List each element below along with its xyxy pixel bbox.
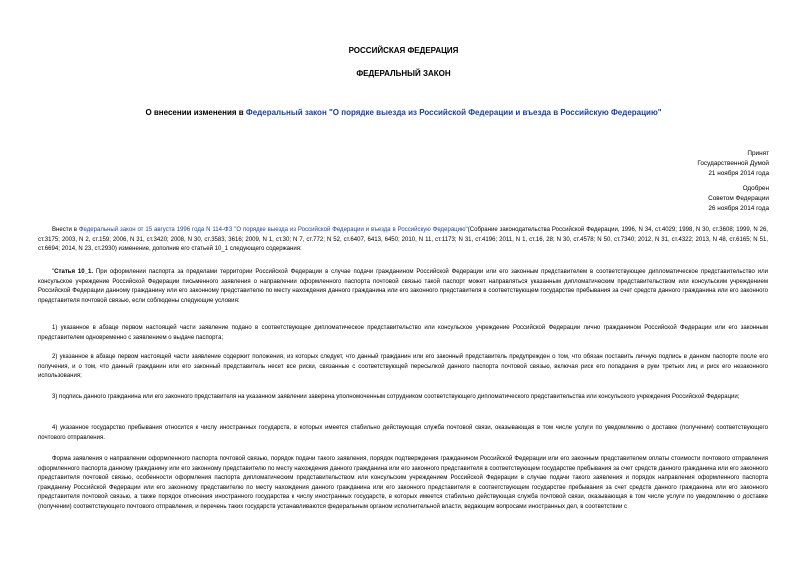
article-label: Статья 10_1. xyxy=(54,269,94,275)
country-heading: РОССИЙСКАЯ ФЕДЕРАЦИЯ xyxy=(348,46,459,55)
law-title xyxy=(0,108,807,117)
intro-prefix: Внести в xyxy=(52,227,79,233)
law-title-prefix: О внесении изменения в xyxy=(145,108,246,117)
intro-rest: (Собрание законодательства Российской Федерации, 1996, N 34, ст.4029; 1998, N 30, ст.3608; 1999, N 26, ст.3175; 2003, N 2, ст.159; 2006, N 31, ст.3420; 2008, N 30, ст.3583, 3616; 2009, N 1, ст.30; N 7, ст.772; N 52, ст.6407, 6413, 6450; 2010, N 11, ст.1173; N 31, ст.4196; 2011, N 1, ст.16, 28; N 30, ст.4578; N 50, ст.7340; 2012, N 31, ст.4322; 2013, N 48, ст.6165; N 51, ст.6694; 2014, N 23, ст.2930) изменение, дополнив его статьей 10_1 следующего содержания: xyxy=(38,227,768,253)
condition-item-2: 2) указанное в абзаце первом настоящей части заявление содержит положения, из которых следует, что данный гражданин или его законный представитель предупрежден о том, что обязан поставить личную подпись в данном паспорте после его получения, и о том, что данный гражданин или его законный представитель несет все риски, связанные с соответствующей пересылкой данного паспорта почтовой связью, включая риск его попадания в руки третьих лиц и риск его незаконного использования; xyxy=(38,354,768,380)
adopted-body: Государственной Думой xyxy=(697,160,769,167)
approved-date: 26 ноября 2014 года xyxy=(708,205,769,212)
council-approval-block xyxy=(708,184,769,214)
article-paragraph xyxy=(38,268,768,306)
duma-adoption-block xyxy=(697,149,769,179)
adopted-date: 21 ноября 2014 года xyxy=(708,170,769,177)
condition-item-4: 4) указанное государство пребывания относится к числу иностранных государств, в которых имеется стабильно действующая служба почтовой связи, оказывающая в том числе услуги по уведомлению о доставке (получении) соответствующего почтового отправления. xyxy=(38,425,768,441)
intro-paragraph xyxy=(38,226,768,255)
law-type-heading: ФЕДЕРАЛЬНЫЙ ЗАКОН xyxy=(356,69,451,78)
amended-law-link[interactable]: Федеральный закон "О порядке выезда из Российской Федерации и въезда в Российскую Федерацию" xyxy=(245,108,662,117)
article-quote: " xyxy=(52,269,55,275)
adopted-label: Принят xyxy=(747,150,769,157)
base-law-link[interactable]: Федеральный закон от 15 августа 1996 года N 114-ФЗ "О порядке выезда из Российской Федерации и въезда в Российскую Федерацию" xyxy=(78,227,468,233)
condition-item-1: 1) указанное в абзаце первом настоящей части заявление подано в соответствующее дипломатическое представительство или консульское учреждение Российской Федерации лично гражданином Российской Федерации или его законным представителем одновременно с заявлением о выдаче паспорта; xyxy=(38,325,768,341)
condition-item-3: 3) подпись данного гражданина или его законного представителя на указанном заявлении заверена уполномоченным сотрудником соответствующего дипломатического представительства или консульского учреждения Российской Федерации; xyxy=(52,394,740,400)
article-text: При оформлении паспорта за пределами территории Российской Федерации в случае подачи гражданином Российской Федерации или его законным представителем в соответствующее дипломатическое представительство или консульское учреждение Российской Федерации письменного заявления о направлении оформленного паспорта почтовой связью такой паспорт может направляться указанным дипломатическим представительством или консульским учреждением Российской Федерации данному гражданину или его законному представителю по месту нахождения данного гражданина или его законного представителя в соответствующем государстве пребывания за счет средств данного гражданина или его законного представителя почтовой связью, если соблюдены следующие условия: xyxy=(38,269,768,304)
form-paragraph: Форма заявления о направлении оформленного паспорта почтовой связью, порядок подачи такого заявления, порядок подтверждения гражданином Российской Федерации или его законным представителем оплаты стоимости почтового отправления оформленного паспорта данному гражданину или его законному представителю по месту нахождения данного гражданина или его законного представителя в соответствующем государстве пребывания за счет средств данного гражданина или его законного представителя почтовой связью, особенности оформления паспорта дипломатическим представительством или консульским учреждением Российской Федерации в случае подачи такого заявления и порядок направления оформленного паспорта гражданину Российской Федерации или его законному представителю по месту нахождения данного гражданина или его законного представителя в соответствующем государстве пребывания за счет средств данного гражданина или его законного представителя почтовой связью, а также порядок отнесения иностранного государства к числу иностранных государств, в которых имеется стабильно действующая служба почтовой связи, оказывающая в том числе услуги по уведомлению о доставке (получении) соответствующего почтового отправления, и перечень таких государств устанавливаются федеральным органом исполнительной власти, ведающим вопросами иностранных дел, в соответствии с xyxy=(38,456,768,510)
approved-label: Одобрен xyxy=(742,185,769,192)
approved-body: Советом Федерации xyxy=(708,195,769,202)
